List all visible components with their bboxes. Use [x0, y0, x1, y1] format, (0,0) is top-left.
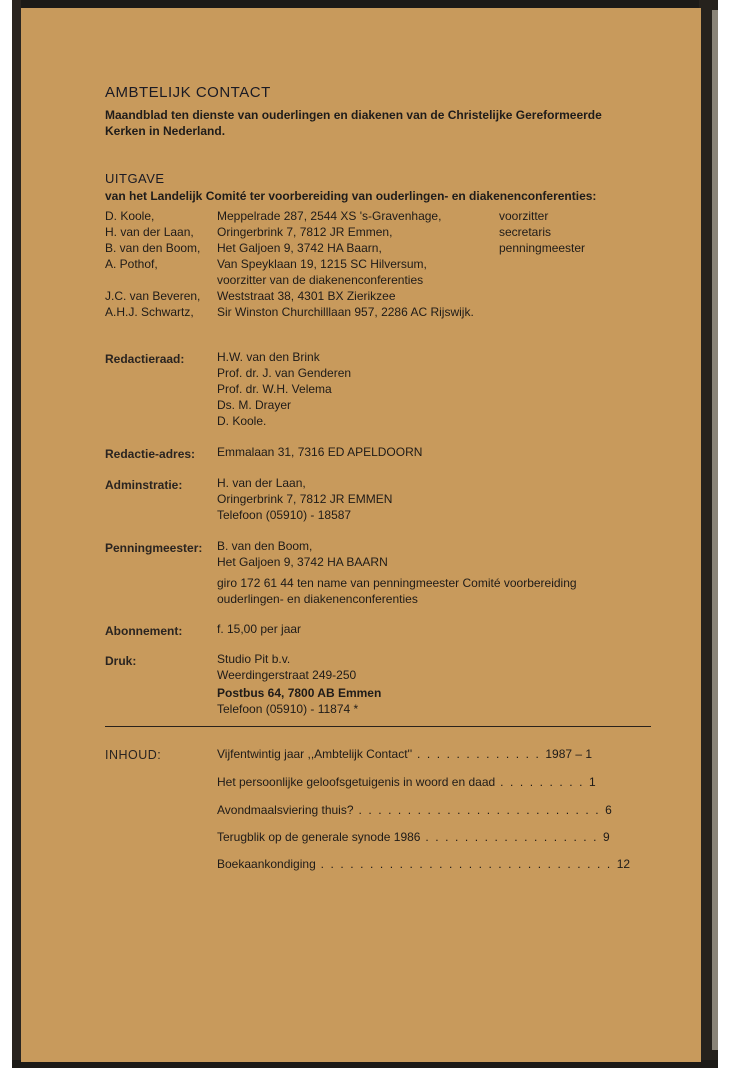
section-divider: [105, 726, 651, 727]
giro-line-1: giro 172 61 44 ten name van penningmeester Comité voorbereiding: [217, 576, 577, 590]
page-title: AMBTELIJK CONTACT: [105, 84, 271, 101]
leader-dots: . . . . . . . . . . . . .: [412, 747, 546, 761]
member-address: Sir Winston Churchilllaan 957, 2286 AC Rijswijk.: [217, 305, 474, 319]
toc-title: Terugblik op de generale synode 1986: [217, 830, 421, 844]
toc-page: 9: [603, 830, 610, 844]
publisher-heading: UITGAVE: [105, 171, 165, 186]
toc-title: Het persoonlijke geloofsgetuigenis in woord en daad: [217, 775, 496, 789]
druk-line-3: Postbus 64, 7800 AB Emmen: [217, 686, 382, 700]
giro-line-2: ouderlingen- en diakenenconferenties: [217, 592, 418, 606]
druk-line-1: Studio Pit b.v.: [217, 652, 291, 666]
member-name: A.H.J. Schwartz,: [105, 305, 194, 319]
subtitle-line-1: Maandblad ten dienste van ouderlingen en diakenen van de Christelijke Gereformeerde: [105, 108, 602, 122]
toc-item[interactable]: [217, 803, 653, 817]
member-name: D. Koole,: [105, 209, 155, 223]
subtitle-line-2: Kerken in Nederland.: [105, 124, 226, 138]
member-name: H. van der Laan,: [105, 225, 194, 239]
toc-item[interactable]: [217, 857, 653, 871]
contents-label: INHOUD:: [105, 748, 162, 762]
scan-frame-right-edge: [712, 10, 718, 1050]
toc-title: Boekaankondiging: [217, 857, 316, 871]
member-name: B. van den Boom,: [105, 241, 201, 255]
member-name: A. Pothof,: [105, 257, 158, 271]
member-address: Weststraat 38, 4301 BX Zierikzee: [217, 289, 396, 303]
druk-line-4: Telefoon (05910) - 11874 *: [217, 702, 359, 716]
leader-dots: . . . . . . . . .: [495, 775, 589, 789]
administratie-line: H. van der Laan,: [217, 476, 306, 490]
toc-item[interactable]: [217, 747, 653, 761]
administratie-line: Telefoon (05910) - 18587: [217, 508, 352, 522]
publisher-intro: van het Landelijk Comité ter voorbereiding van ouderlingen- en diakenenconferenties:: [105, 189, 597, 203]
toc-page: 12: [616, 857, 631, 871]
redactieraad-line: Ds. M. Drayer: [217, 398, 292, 412]
toc-page: 1: [588, 775, 596, 789]
member-role: penningmeester: [499, 241, 586, 255]
toc-page: 6: [605, 803, 612, 817]
toc-title: Avondmaalsviering thuis?: [217, 803, 354, 817]
druk-line-2: Weerdingerstraat 249-250: [217, 668, 357, 682]
redactieraad-line: H.W. van den Brink: [217, 350, 320, 364]
redactie-adres-label: Redactie-adres:: [105, 447, 196, 461]
abonnement-label: Abonnement:: [105, 624, 183, 638]
member-name: J.C. van Beveren,: [105, 289, 201, 303]
member-address: Meppelrade 287, 2544 XS 's-Gravenhage,: [217, 209, 442, 223]
toc-title: Vijfentwintig jaar ,,Ambtelijk Contact'': [217, 747, 413, 761]
penningmeester-line: Het Galjoen 9, 3742 HA BAARN: [217, 555, 388, 569]
member-address: Het Galjoen 9, 3742 HA Baarn,: [217, 241, 382, 255]
member-address: Van Speyklaan 19, 1215 SC Hilversum,: [217, 257, 427, 271]
administratie-line: Oringerbrink 7, 7812 JR EMMEN: [217, 492, 393, 506]
administratie-label: Adminstratie:: [105, 478, 183, 492]
magazine-inside-cover: [21, 8, 701, 1062]
redactieraad-line: D. Koole.: [217, 414, 267, 428]
toc-item[interactable]: [217, 775, 653, 789]
redactie-adres-value: Emmalaan 31, 7316 ED APELDOORN: [217, 445, 423, 459]
leader-dots: . . . . . . . . . . . . . . . . . .: [420, 830, 604, 844]
member-role: voorzitter: [499, 209, 549, 223]
member-role: secretaris: [499, 225, 552, 239]
scan-frame-left: [12, 0, 21, 1068]
redactieraad-label: Redactieraad:: [105, 352, 185, 366]
member-address: Oringerbrink 7, 7812 JR Emmen,: [217, 225, 393, 239]
redactieraad-line: Prof. dr. W.H. Velema: [217, 382, 332, 396]
abonnement-value: f. 15,00 per jaar: [217, 622, 302, 636]
druk-label: Druk:: [105, 654, 137, 668]
toc-page: 1987 – 1: [545, 747, 593, 761]
member-address: voorzitter van de diakenenconferenties: [217, 273, 424, 287]
leader-dots: . . . . . . . . . . . . . . . . . . . . . . . . .: [353, 803, 606, 817]
penningmeester-label: Penningmeester:: [105, 541, 203, 555]
redactieraad-line: Prof. dr. J. van Genderen: [217, 366, 352, 380]
toc-item[interactable]: [217, 830, 653, 844]
penningmeester-line: B. van den Boom,: [217, 539, 313, 553]
leader-dots: . . . . . . . . . . . . . . . . . . . . . . . . . . . . . .: [315, 857, 617, 871]
